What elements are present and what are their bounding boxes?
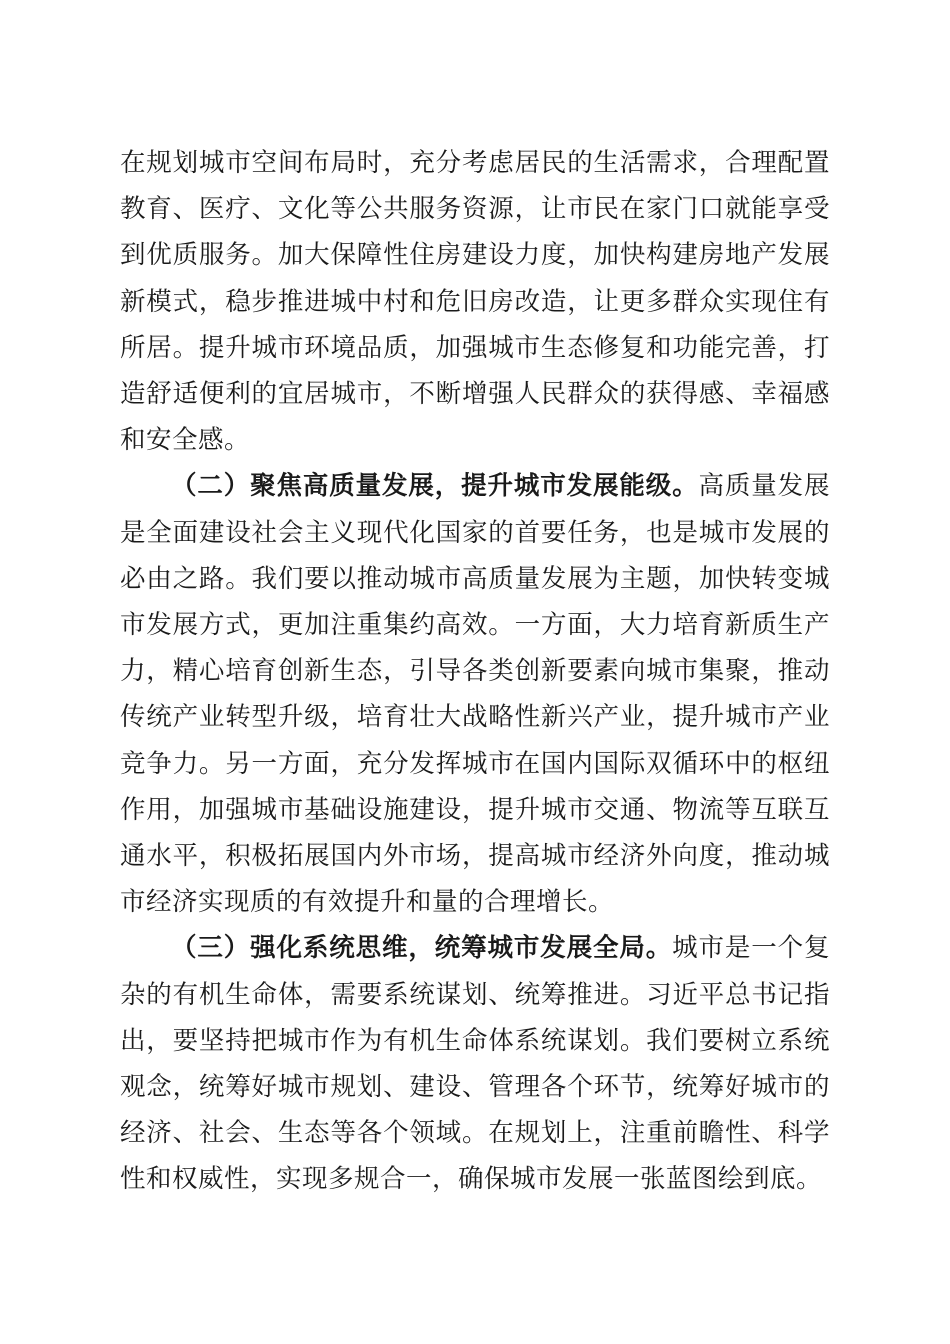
section-heading: （三）强化系统思维，统筹城市发展全局。 bbox=[171, 933, 673, 964]
paragraph-section-two bbox=[120, 463, 830, 925]
paragraph-continued bbox=[120, 140, 830, 463]
paragraph-body: 在规划城市空间布局时，充分考虑居民的生活需求，合理配置教育、医疗、文化等公共服务资源，让市民在家门口就能享受到优质服务。加大保障性住房建设力度，加快构建房地产发展新模式，稳步推进城中村和危旧房改造，让更多群众实现住有所居。提升城市环境品质，加强城市生态修复和功能完善，打造舒适便利的宜居城市，不断增强人民群众的获得感、幸福感和安全感。 bbox=[120, 148, 830, 456]
paragraph-section-three bbox=[120, 925, 830, 1202]
paragraph-body: 城市是一个复杂的有机生命体，需要系统谋划、统筹推进。习近平总书记指出，要坚持把城市作为有机生命体系统谋划。我们要树立系统观念，统筹好城市规划、建设、管理各个环节，统筹好城市的经济、社会、生态等各个领域。在规划上，注重前瞻性、科学性和权威性，实现多规合一，确保城市发展一张蓝图绘到底。 bbox=[120, 933, 830, 1195]
document-page bbox=[120, 140, 830, 1203]
paragraph-body: 高质量发展是全面建设社会主义现代化国家的首要任务，也是城市发展的必由之路。我们要以推动城市高质量发展为主题，加快转变城市发展方式，更加注重集约高效。一方面，大力培育新质生产力，精心培育创新生态，引导各类创新要素向城市集聚，推动传统产业转型升级，培育壮大战略性新兴产业，提升城市产业竞争力。另一方面，充分发挥城市在国内国际双循环中的枢纽作用，加强城市基础设施建设，提升城市交通、物流等互联互通水平，积极拓展国内外市场，提高城市经济外向度，推动城市经济实现质的有效提升和量的合理增长。 bbox=[120, 471, 830, 918]
section-heading: （二）聚焦高质量发展，提升城市发展能级。 bbox=[171, 471, 699, 502]
